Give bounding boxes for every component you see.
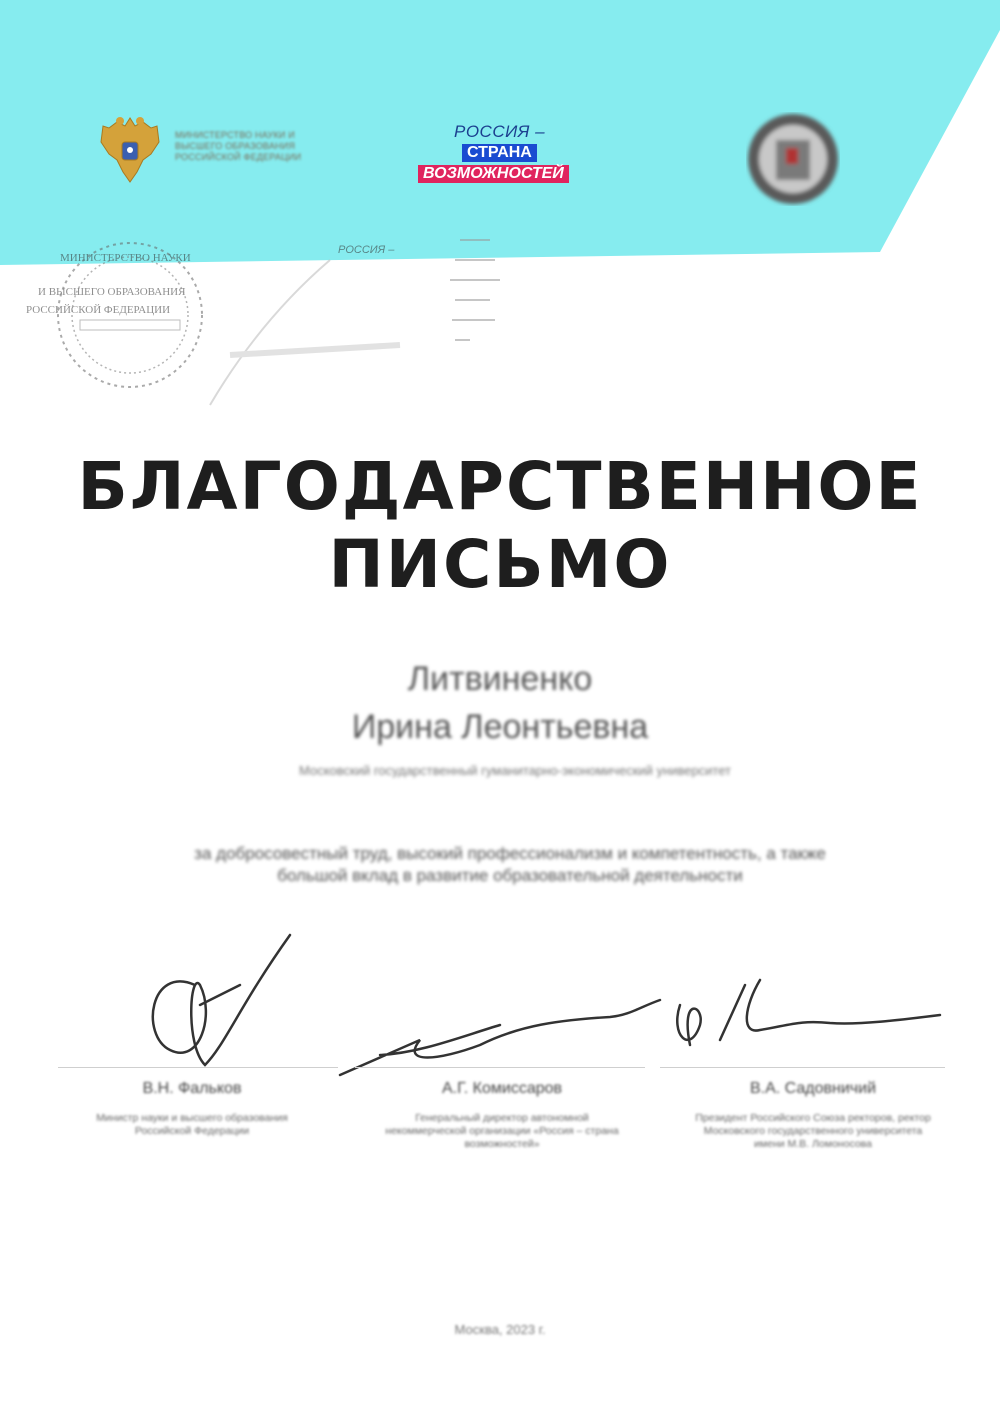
recipient-surname: Литвиненко	[407, 660, 593, 698]
signature-line-1	[58, 1067, 338, 1068]
signatory-role: Министр науки и высшего образования Российской Федерации	[96, 1112, 288, 1137]
ministry-name: МИНИСТЕРСТВО НАУКИ И ВЫСШЕГО ОБРАЗОВАНИЯ РОССИЙСКОЙ ФЕДЕРАЦИИ	[175, 130, 302, 162]
signature-3-icon	[677, 980, 940, 1045]
rsv-logo	[418, 120, 598, 188]
coat-of-arms-icon	[95, 112, 165, 187]
ghost-ministry-line2: И ВЫСШЕГО ОБРАЗОВАНИЯ	[38, 286, 186, 298]
title-line2: ПИСЬМО	[328, 526, 672, 603]
signature-1-icon	[153, 935, 290, 1065]
signature-line-3	[660, 1067, 945, 1068]
ministry-logo	[95, 112, 335, 187]
ghost-ministry-line3: РОССИЙСКОЙ ФЕДЕРАЦИИ	[26, 304, 171, 316]
signatory-role: Генеральный директор автономной некоммерческой организации «Россия – страна возможностей»	[385, 1112, 619, 1150]
rsv-logo-line1: РОССИЯ –	[454, 122, 546, 141]
signatures	[0, 925, 1000, 1205]
rsv-logo-line3: ВОЗМОЖНОСТЕЙ	[418, 165, 569, 183]
signature-2-icon	[340, 1000, 660, 1075]
ghost-print	[0, 200, 520, 420]
signatory-3	[693, 1080, 933, 1151]
signatory-name: В.А. Садовничий	[749, 1080, 877, 1097]
ghost-rsv-line1: РОССИЯ –	[338, 244, 395, 256]
recipient-given-name: Ирина Леонтьевна	[351, 708, 649, 746]
ghost-ministry-line1: МИНИСТЕРСТВО НАУКИ	[60, 252, 191, 264]
signatory-2	[382, 1080, 622, 1151]
signatory-name: В.Н. Фальков	[142, 1080, 242, 1097]
city-year: Москва, 2023 г.	[454, 1322, 546, 1337]
signatory-1	[72, 1080, 312, 1138]
title-line1: БЛАГОДАРСТВЕННОЕ	[77, 448, 923, 525]
rsv-logo-line2: СТРАНА	[462, 144, 537, 162]
award-reason: за добросовестный труд, высокий профессионализм и компетентность, а также большой вклад в развитие образовательной деятельности	[194, 844, 826, 885]
university-emblem-icon	[746, 112, 840, 206]
signatory-name: А.Г. Комиссаров	[441, 1080, 563, 1097]
signature-line-2	[355, 1067, 645, 1068]
recipient-organization: Московский государственный гуманитарно-экономический университет	[299, 763, 731, 778]
signatory-role: Президент Российского Союза ректоров, ректор Московского государственного университета имени М.В. Ломоносова	[695, 1112, 931, 1150]
page-title	[0, 448, 1000, 604]
